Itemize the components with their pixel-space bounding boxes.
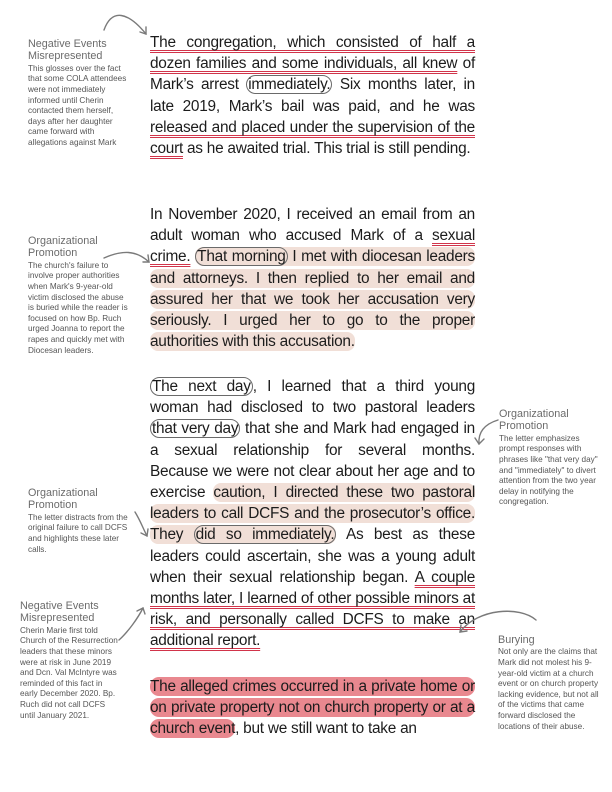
note-body: The church's failure to involve proper authorities when Mark's 9-year-old victim disclosed the abuse is buried while the reader is focused on how Bp. Ruch urged Joanna to report the rapes and quickly met with Diocesan leaders. <box>28 260 128 355</box>
arrow-curve-1 <box>104 15 146 34</box>
note-body: Cherin Marie first told Church of the Resurrection leaders that these minors were at risk in June 2019 and Dcn. Val McIntyre was reminded of this fact in early December 2020. Bp. Ruch did not call DCFS until January 2021. <box>20 625 118 720</box>
text-span: As best as these leaders could ascertain, she was a young adult when their sexual relationship began. <box>150 526 475 586</box>
circled-immediately: immediately. <box>248 76 331 94</box>
circled-did-so-immediately: did so immediately. <box>195 526 335 544</box>
note-title: Organizational Promotion <box>28 487 98 512</box>
text-span: of Mark’s arrest <box>150 55 475 94</box>
text-span: , but we still want to take an <box>235 720 417 738</box>
note-title: Burying <box>498 634 535 646</box>
note-body: The letter distracts from the original failure to call DCFS and highlights these later calls. <box>28 512 128 554</box>
arrow-curve-4 <box>119 608 143 640</box>
underlined-sexual-crime: sexual crime. <box>150 227 475 266</box>
text-span: I met with diocesan leaders and attorneys. I then replied to her email and assured her that we took her accusation very seriously. I urged her to go to the proper authorities with this accusation. <box>150 248 475 351</box>
text-span: , I learned that a third young woman had disclosed to two pastoral leaders <box>150 378 476 417</box>
text-span: In November 2020, I received an email from an adult woman who accused Mark of a <box>150 206 475 245</box>
note-body: Not only are the claims that Mark did not molest his 9-year-old victim at a church event or on church property lacking evidence, but not all of the victims that came forward disclosed the locations of their abuse. <box>498 647 599 731</box>
underlined-released-supervision: released and placed under the supervision of the court <box>150 118 475 158</box>
arrow-curve-2 <box>104 252 149 262</box>
circled-that-very-day: that very day <box>152 420 239 438</box>
text-span: as he awaited trial. This trial is still pending. <box>182 140 471 158</box>
underlined-congregation-knew: The congregation, which consisted of half a dozen families and some individuals, all knew <box>150 34 475 73</box>
text-span: caution, I directed these two pastoral leaders to call DCFS and the prosecutor’s office. They <box>150 484 475 544</box>
note-title: Organizational Promotion <box>499 408 569 433</box>
note-body: The letter emphasizes prompt responses with phrases like "that very day" and "immediately" to divert attention from the two year delay in notifying the congregation. <box>499 433 598 507</box>
text-span: Six months later, in late 2019, Mark’s bail was paid, and he was <box>150 76 475 115</box>
underlined-couple-months-later: A couple months later, I learned of other possible minors at risk, and personally called DCFS to make an additional report. <box>150 568 476 650</box>
arrow-curve-6 <box>460 611 536 632</box>
circled-the-next-day: The next day <box>152 378 251 395</box>
text-span: that she and Mark had engaged in a sexual relationship for several months. Because we were not clear about her age and to exercise <box>150 420 475 502</box>
note-title: Organizational Promotion <box>28 235 98 260</box>
highlight-alleged-crimes: The alleged crimes occurred in a private home or on private property not on church property or at a church event <box>150 678 475 738</box>
note-title: Negative Events Misrepresented <box>28 38 107 63</box>
note-body: This glosses over the fact that some COLA attendees were not immediately informed until Cherin contacted them herself, days after her daughter came forward with allegations against Mark <box>28 63 127 147</box>
circled-that-morning: That morning <box>197 248 286 266</box>
note-title: Negative Events Misrepresented <box>20 600 99 625</box>
